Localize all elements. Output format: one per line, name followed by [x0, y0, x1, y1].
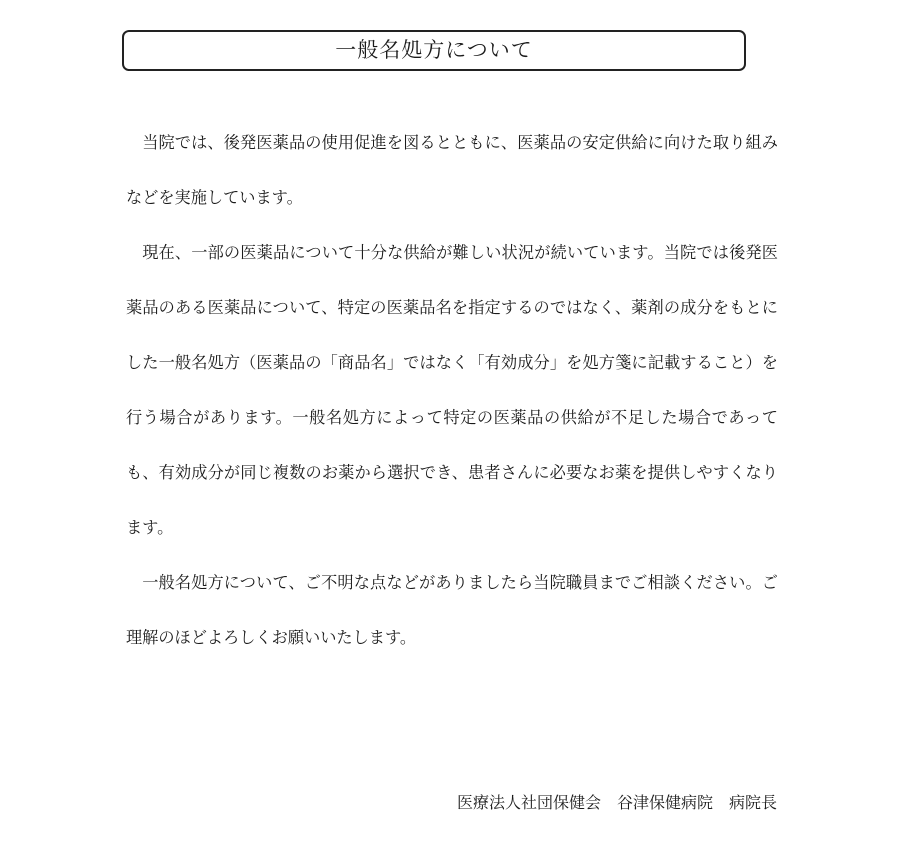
page-title: 一般名処方について — [335, 38, 533, 62]
signature: 医療法人社団保健会 谷津保健病院 病院長 — [456, 793, 777, 812]
notice-body — [126, 115, 778, 665]
title-box — [122, 30, 746, 71]
paragraph-generic-prescription: 現在、一部の医薬品について十分な供給が難しい状況が続いています。当院では後発医薬品のある医薬品について、特定の医薬品名を指定するのではなく、薬剤の成分をもとにした一般名処方（医薬品の「商品名」ではなく「有効成分」を処方箋に記載すること）を行う場合があります。一般名処方によって特定の医薬品の供給が不足した場合であっても、有効成分が同じ複数のお薬から選択でき、患者さんに必要なお薬を提供しやすくなります。 — [126, 243, 778, 537]
paragraph-contact: 一般名処方について、ご不明な点などがありましたら当院職員までご相談ください。ご理解のほどよろしくお願いいたします。 — [126, 573, 778, 647]
paragraph-intro: 当院では、後発医薬品の使用促進を図るとともに、医薬品の安定供給に向けた取り組みなどを実施しています。 — [126, 133, 778, 207]
